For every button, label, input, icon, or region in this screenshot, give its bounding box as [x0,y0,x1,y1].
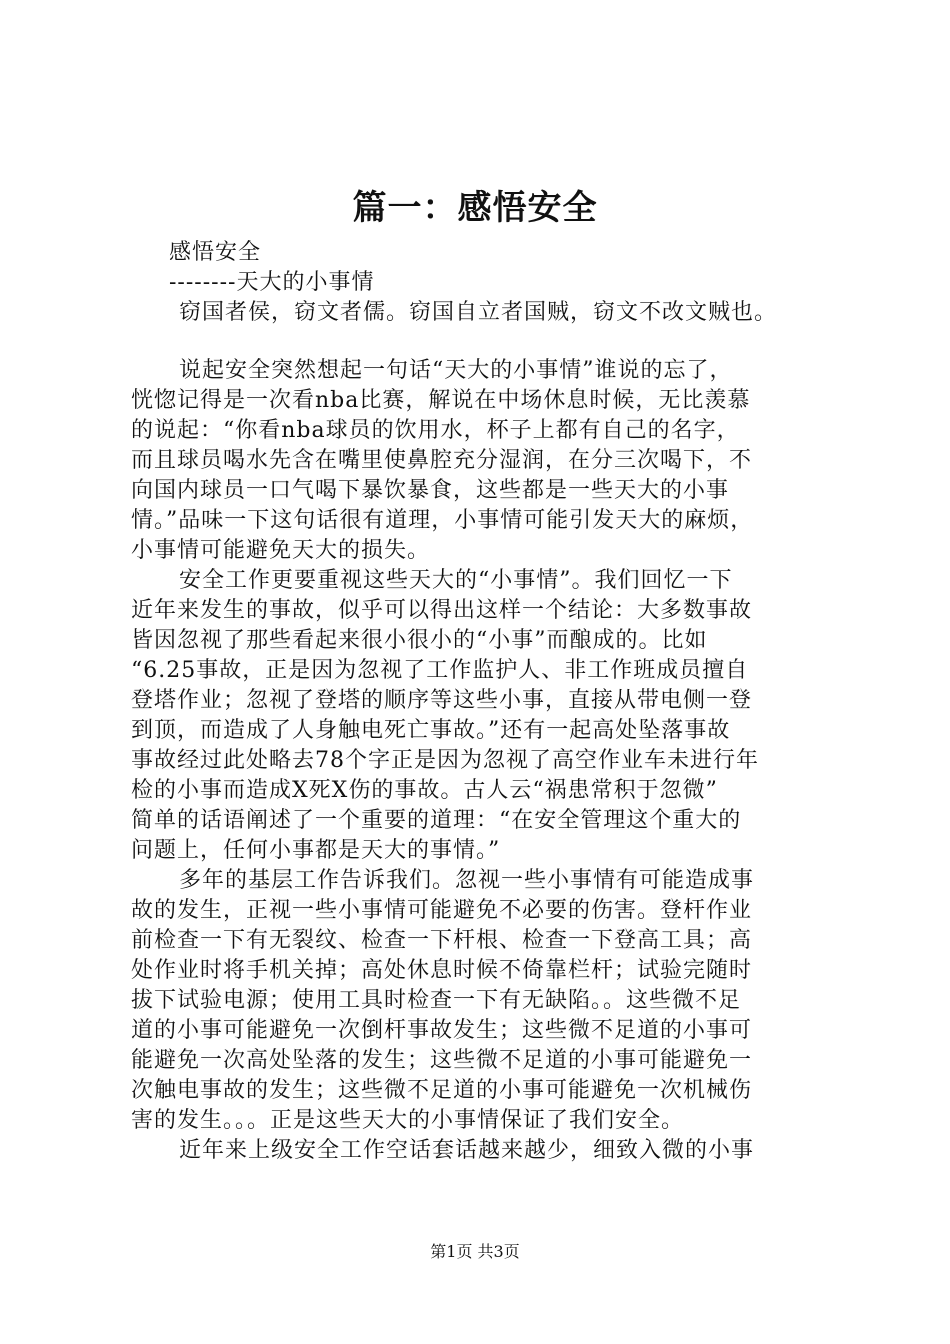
paragraph-line: 情。”品味一下这句话很有道理，小事情可能引发天大的麻烦， [131,508,754,533]
paragraph-line: 处作业时将手机关掉；高处休息时候不倚靠栏杆；试验完随时 [131,958,753,983]
paragraph-line: 次触电事故的发生；这些微不足道的小事可能避免一次机械伤 [131,1078,753,1103]
paragraph-line: 检的小事而造成X死X伤的事故。古人云“祸患常积于忽微” [131,778,718,803]
paragraph-line: 恍惚记得是一次看nba比赛，解说在中场休息时候，无比羡慕 [131,388,751,413]
paragraph-line: 故的发生，正视一些小事情可能避免不必要的伤害。登杆作业 [131,898,753,923]
paragraph-line: 登塔作业；忽视了登塔的顺序等这些小事，直接从带电侧一登 [131,688,753,713]
paragraph-line: 近年来上级安全工作空话套话越来越少，细致入微的小事 [179,1138,755,1163]
paragraph-line: 害的发生。。。正是这些天大的小事情保证了我们安全。 [131,1108,685,1133]
paragraph-line: 到顶，而造成了人身触电死亡事故。”还有一起高处坠落事故 [131,718,731,743]
paragraph-line: 的说起：“你看nba球员的饮用水，杯子上都有自己的名字， [131,418,740,443]
document-title: 篇一：感悟安全 [352,188,598,228]
paragraph-line: 皆因忽视了那些看起来很小很小的“小事”而酿成的。比如 [131,628,708,653]
page-number: 第1页 共3页 [430,1242,520,1261]
subtitle-line: --------天大的小事情 [169,270,375,295]
paragraph-line: 安全工作更要重视这些天大的“小事情”。我们回忆一下 [179,568,733,593]
paragraph-line: 前检查一下有无裂纹、检查一下杆根、检查一下登高工具；高 [131,928,753,953]
blank-line [131,328,839,356]
paragraph-line: 而且球员喝水先含在嘴里使鼻腔充分湿润，在分三次喝下，不 [131,448,753,473]
paragraph-line: 小事情可能避免天大的损失。 [131,538,431,563]
paragraph-line: 问题上，任何小事都是天大的事情。” [131,838,501,863]
paragraph-line: 能避免一次高处坠落的发生；这些微不足道的小事可能避免一 [131,1048,753,1073]
paragraph-line: 多年的基层工作告诉我们。忽视一些小事情有可能造成事 [179,868,755,893]
paragraph-line: 事故经过此处略去78个字正是因为忽视了高空作业车未进行年 [131,748,759,773]
document-body [131,238,839,1166]
quote-line: 窃国者侯，窃文者儒。窃国自立者国贼，窃文不改文贼也。 [179,300,778,325]
subtitle-line: 感悟安全 [169,240,262,265]
paragraph-line: 拔下试验电源；使用工具时检查一下有无缺陷。。这些微不足 [131,988,742,1013]
paragraph-line: 近年来发生的事故，似乎可以得出这样一个结论：大多数事故 [131,598,753,623]
paragraph-line: 向国内球员一口气喝下暴饮暴食，这些都是一些天大的小事 [131,478,730,503]
paragraph-line: 道的小事可能避免一次倒杆事故发生；这些微不足道的小事可 [131,1018,753,1043]
paragraph-line: “6.25事故，正是因为忽视了工作监护人、非工作班成员擅自 [131,658,749,683]
paragraph-line: 简单的话语阐述了一个重要的道理：“在安全管理这个重大的 [131,808,742,833]
paragraph-line: 说起安全突然想起一句话“天大的小事情”谁说的忘了， [179,358,733,383]
